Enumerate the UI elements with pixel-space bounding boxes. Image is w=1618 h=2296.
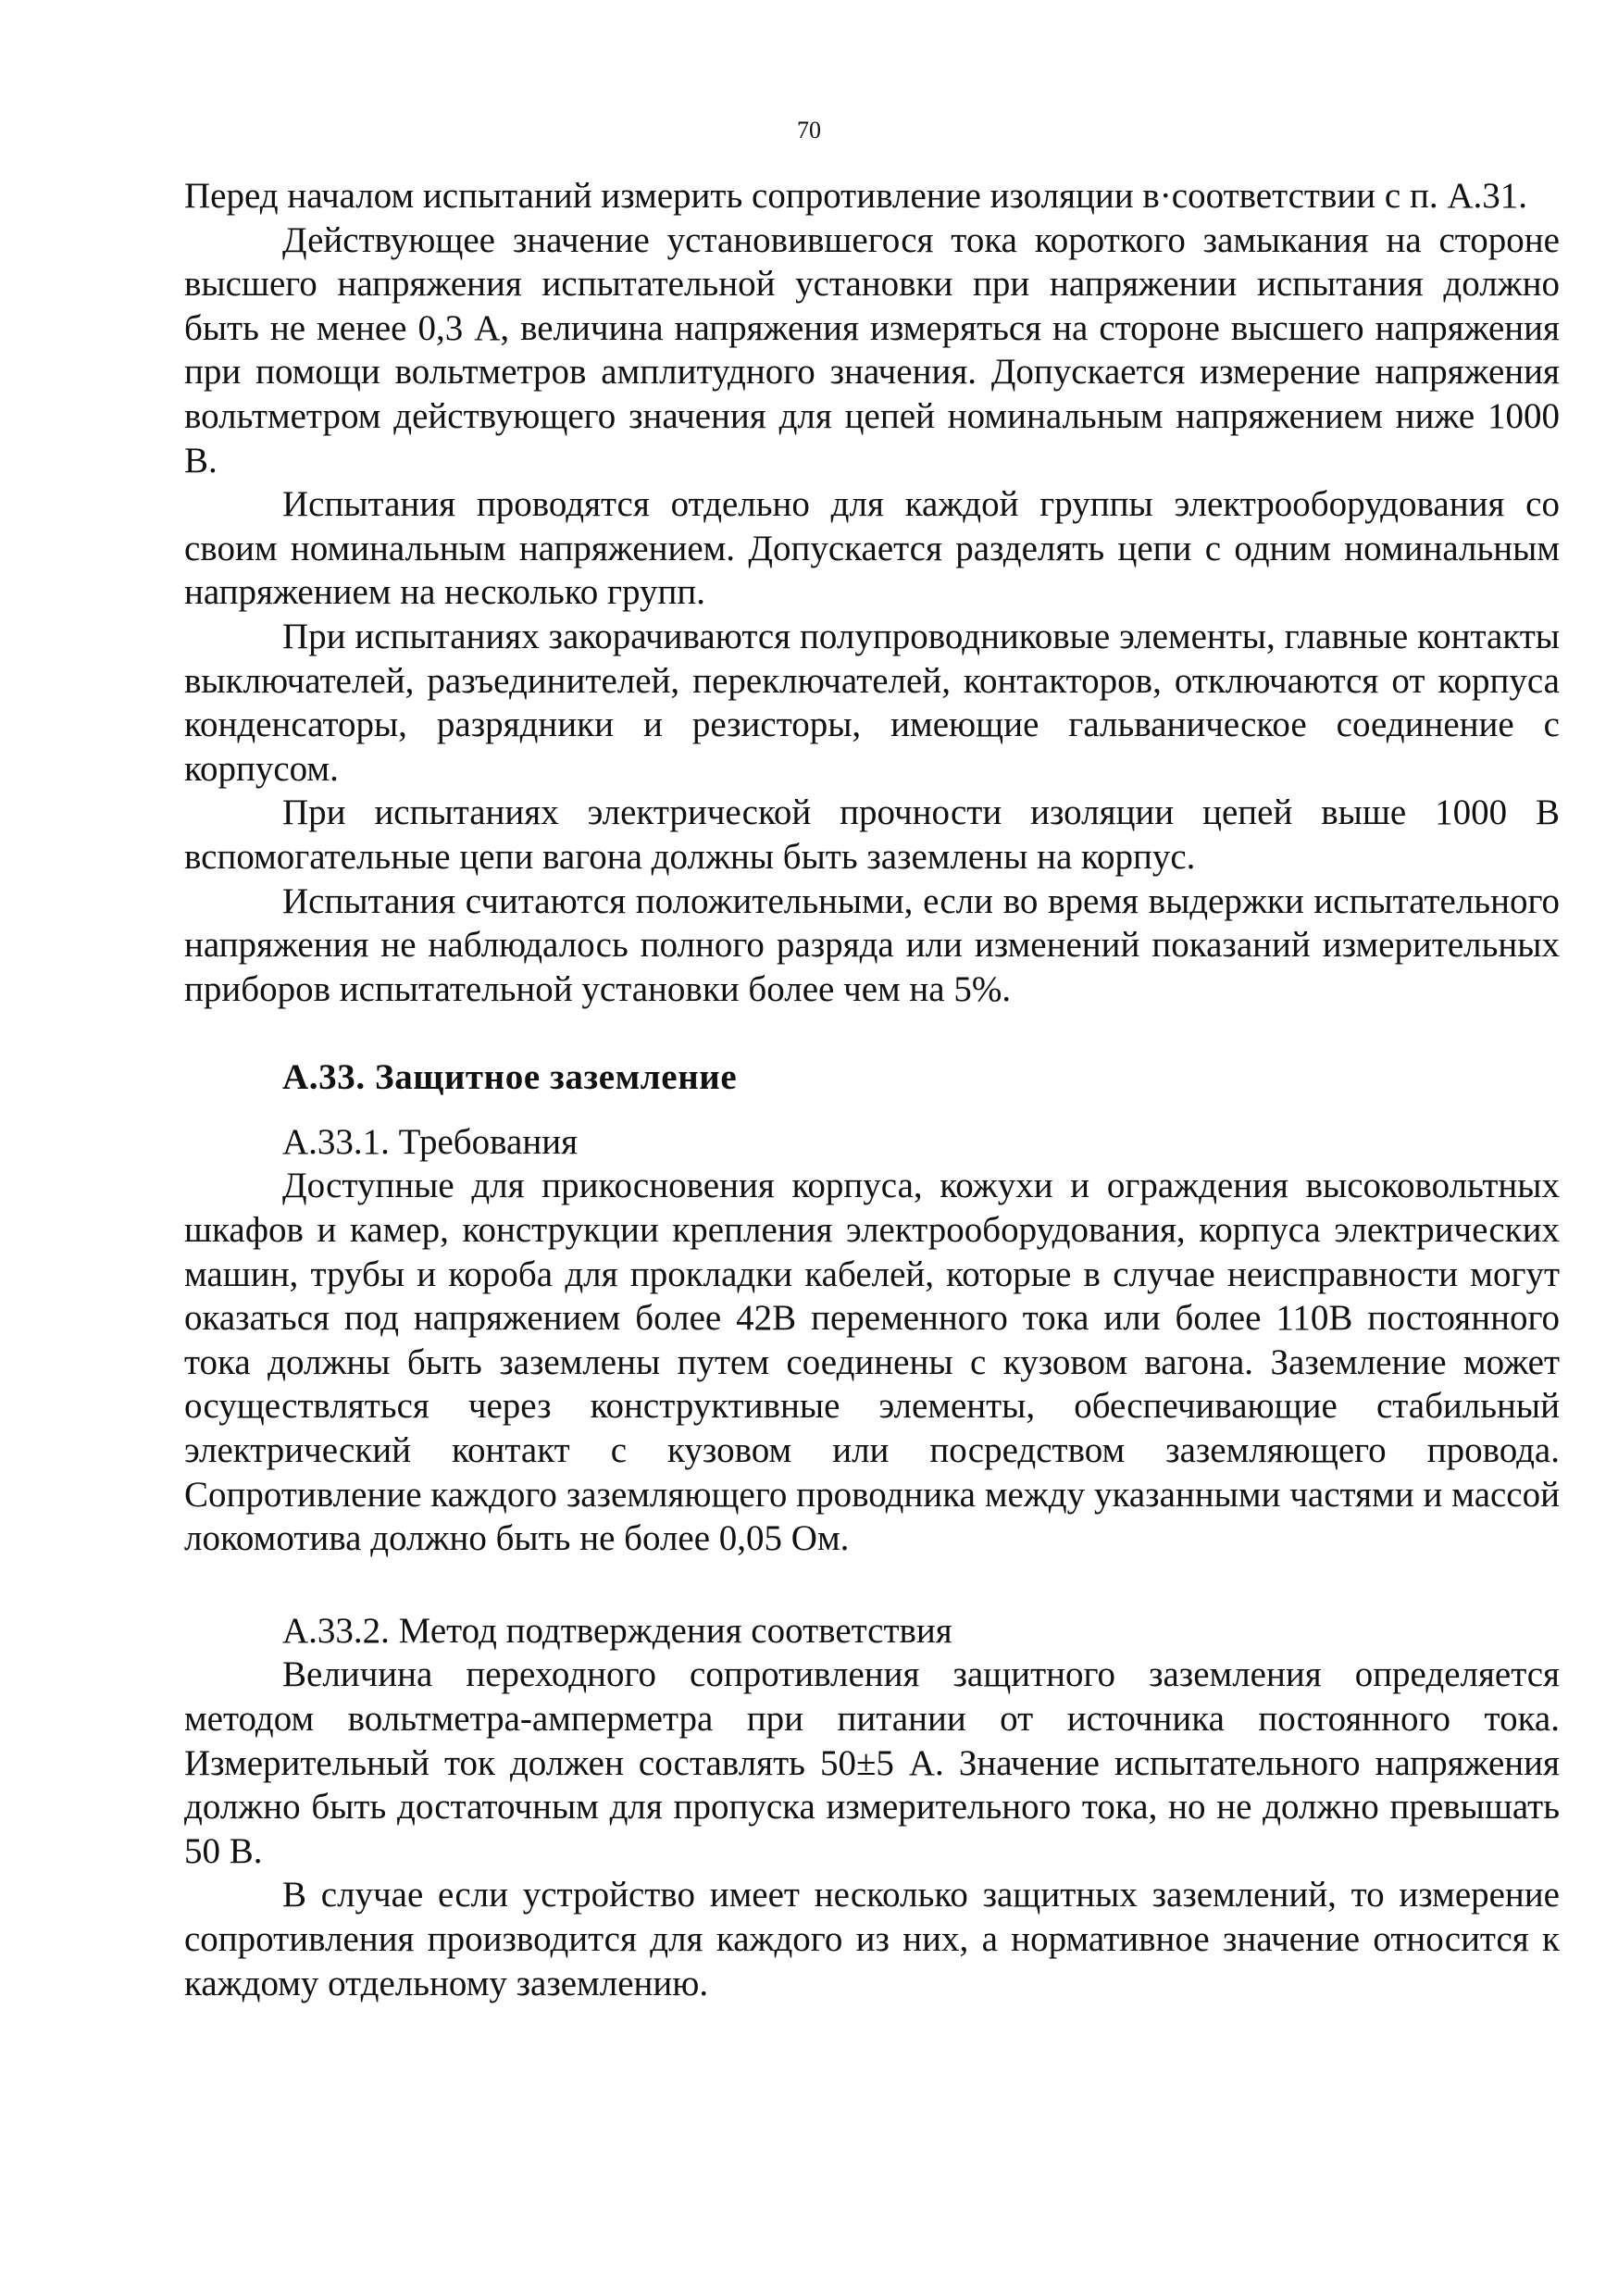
paragraph-test-result: Испытания считаются положительными, если во время выдержки испытательного напряжения не наблюдалось полного разряда или изменений показаний измерительных приборов испытательной установки более чем на 5%. bbox=[184, 880, 1560, 1009]
subsection-title-conformity-method: А.33.2. Метод подтверждения соответствия bbox=[282, 1610, 952, 1651]
paragraph-test-groups: Испытания проводятся отдельно для каждой группы электрооборудования со своим номинальным напряжением. Допускается разделять цепи с одним номинальным напряжением на несколько групп. bbox=[184, 484, 1560, 613]
paragraph-insulation-measure: Перед началом испытаний измерить сопротивление изоляции в·соответствии с п. А.31. bbox=[184, 176, 1527, 216]
page-number: 70 bbox=[797, 117, 821, 144]
paragraph-auxiliary-circuits: При испытаниях электрической прочности изоляции цепей выше 1000 В вспомогательные цепи вагона должны быть заземлены на корпус. bbox=[184, 792, 1560, 877]
paragraph-multiple-groundings: В случае если устройство имеет несколько защитных заземлений, то измерение сопротивления производится для каждого из них, а нормативное значение относится к каждому отдельному заземлению. bbox=[184, 1875, 1560, 2003]
section-title-protective-grounding: А.33. Защитное заземление bbox=[282, 1057, 738, 1098]
paragraph-grounding-requirements: Доступные для прикосновения корпуса, кожухи и ограждения высоковольтных шкафов и камер, конструкции крепления электрооборудования, корпуса электрических машин, трубы и короба для прокладки кабелей, которые в случае неисправности могут оказаться под напряжением более 42В переменного тока или более 110В постоянного тока должны быть заземлены путем соединены с кузовом вагона. Заземление может осуществляться через конструктивные элементы, обеспечивающие стабильный электрический контакт с кузовом или посредством заземляющего провода. Сопротивление каждого заземляющего проводника между указанными частями и массой локомотива должно быть не более 0,05 Ом. bbox=[184, 1166, 1560, 1559]
paragraph-short-circuit-current: Действующее значение установившегося тока короткого замыкания на стороне высшего напряжения испытательной установки при напряжении испытания должно быть не менее 0,3 А, величина напряжения измеряться на стороне высшего напряжения при помощи вольтметров амплитудного значения. Допускается измерение напряжения вольтметром действующего значения для цепей номинальным напряжением ниже 1000 В. bbox=[184, 219, 1560, 480]
paragraph-shorted-elements: При испытаниях закорачиваются полупроводниковые элементы, главные контакты выключателей, разъединителей, переключателей, контакторов, отключаются от корпуса конденсаторы, разрядники и резисторы, имеющие гальваническое соединение с корпусом. bbox=[184, 616, 1560, 789]
subsection-title-requirements: А.33.1. Требования bbox=[282, 1121, 579, 1162]
paragraph-resistance-method: Величина переходного сопротивления защитного заземления определяется методом вольтметра-амперметра при питании от источника постоянного тока. Измерительный ток должен составлять 50±5 А. Значение испытательного напряжения должно быть достаточным для пропуска измерительного тока, но не должно превышать 50 В. bbox=[184, 1654, 1560, 1871]
page-content bbox=[184, 174, 1560, 2005]
